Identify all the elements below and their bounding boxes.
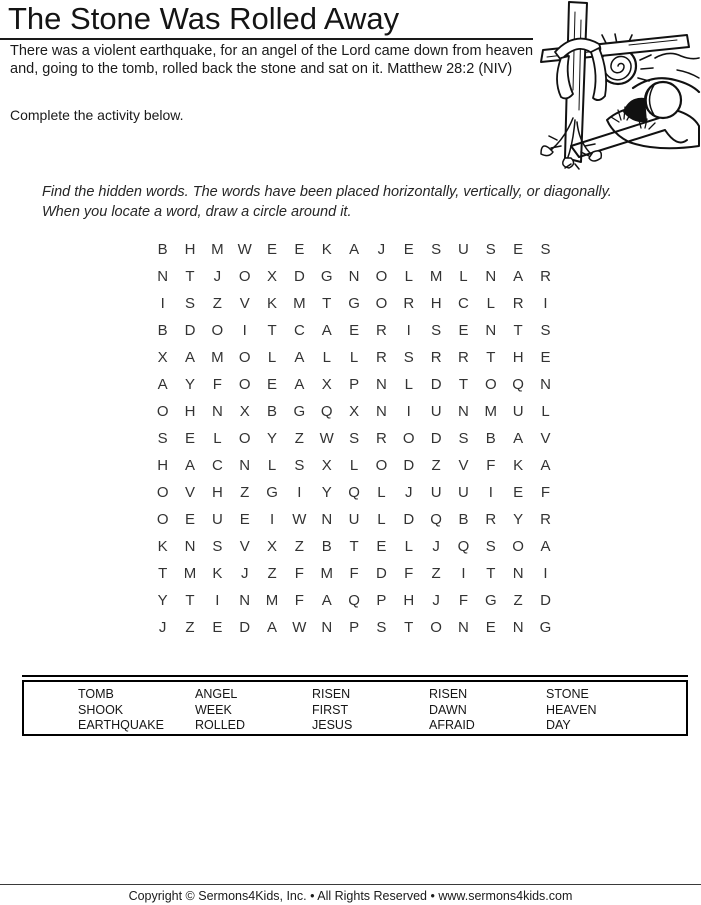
grid-letter: I bbox=[242, 322, 247, 339]
grid-letter: I bbox=[406, 322, 411, 339]
grid-letter: J bbox=[405, 484, 413, 501]
grid-letter: N bbox=[184, 538, 196, 555]
grid-letter: U bbox=[211, 511, 223, 528]
grid-letter: O bbox=[375, 268, 388, 285]
grid-letter: U bbox=[512, 403, 524, 420]
grid-letter: T bbox=[486, 565, 496, 582]
grid-letter: X bbox=[267, 268, 278, 285]
grid-letter: E bbox=[267, 241, 278, 258]
grid-letter: V bbox=[239, 295, 250, 312]
word-list bbox=[24, 682, 686, 734]
grid-letter: U bbox=[348, 511, 360, 528]
word-list-box bbox=[22, 680, 688, 736]
grid-letter: N bbox=[458, 619, 469, 636]
grid-letter: B bbox=[157, 322, 168, 339]
grid-letter: G bbox=[266, 484, 278, 501]
grid-letter: N bbox=[512, 565, 524, 582]
grid-letter: O bbox=[238, 376, 251, 393]
grid-letter: A bbox=[185, 349, 196, 366]
grid-letter: E bbox=[185, 511, 196, 528]
grid-letter: E bbox=[513, 241, 524, 258]
word-list-item: AFRAID bbox=[429, 718, 475, 732]
grid-letter: R bbox=[376, 322, 387, 339]
grid-letter: J bbox=[377, 241, 386, 258]
grid-letter: I bbox=[160, 295, 165, 312]
grid-letter: L bbox=[404, 538, 413, 555]
grid-letter: X bbox=[321, 457, 332, 474]
grid-letter: A bbox=[294, 376, 305, 393]
grid-letter: X bbox=[239, 403, 250, 420]
grid-letter: A bbox=[513, 268, 524, 285]
grid-letter: O bbox=[238, 349, 251, 366]
grid-letter: L bbox=[459, 268, 468, 285]
grid-letter: O bbox=[156, 511, 169, 528]
grid-letter: A bbox=[157, 376, 168, 393]
grid-letter: Y bbox=[157, 592, 168, 609]
grid-letter: K bbox=[212, 565, 223, 582]
instructions-line-2: When you locate a word, draw a circle around it. bbox=[42, 203, 352, 220]
grid-letter: S bbox=[212, 538, 223, 555]
grid-letter: Q bbox=[512, 376, 524, 393]
grid-letter: D bbox=[403, 457, 415, 474]
grid-letter: T bbox=[267, 322, 277, 339]
grid-letter: L bbox=[267, 349, 277, 366]
grid-letter: H bbox=[184, 241, 196, 258]
grid-letter: N bbox=[239, 457, 251, 474]
word-list-column bbox=[546, 687, 663, 734]
grid-letter: S bbox=[540, 322, 551, 339]
grid-letter: B bbox=[157, 241, 168, 258]
grid-letter: O bbox=[375, 457, 388, 474]
grid-letter: B bbox=[267, 403, 278, 420]
word-list-item: HEAVEN bbox=[546, 702, 597, 717]
grid-letter: E bbox=[458, 322, 469, 339]
grid-letter: R bbox=[540, 511, 551, 528]
instructions-line-1: Find the hidden words. The words have been placed horizontally, vertically, or diagonally. bbox=[42, 184, 612, 200]
grid-letter: I bbox=[269, 511, 275, 528]
grid-letter: M bbox=[183, 565, 197, 582]
grid-letter: U bbox=[430, 403, 442, 420]
grid-letter: W bbox=[237, 241, 252, 258]
word-list-column bbox=[312, 687, 429, 734]
grid-letter: J bbox=[432, 538, 440, 555]
grid-letter: F bbox=[540, 484, 551, 501]
grid-letter: K bbox=[267, 295, 278, 312]
grid-letter: H bbox=[157, 457, 169, 474]
grid-letter: E bbox=[513, 484, 524, 501]
grid-letter: I bbox=[488, 484, 493, 501]
grid-letter: N bbox=[239, 592, 251, 609]
grid-letter: K bbox=[513, 457, 524, 474]
grid-letter: D bbox=[293, 268, 305, 285]
grid-letter: S bbox=[485, 241, 496, 258]
grid-letter: C bbox=[293, 322, 305, 339]
grid-letter: X bbox=[267, 538, 278, 555]
grid-letter: H bbox=[184, 403, 196, 420]
grid-letter: W bbox=[292, 511, 307, 528]
grid-letter: V bbox=[239, 538, 250, 555]
grid-letter: P bbox=[349, 376, 360, 393]
word-list-item: RISEN bbox=[429, 687, 468, 701]
grid-letter: S bbox=[458, 430, 469, 447]
grid-letter: E bbox=[485, 619, 496, 636]
grid-letter: Y bbox=[185, 376, 196, 393]
grid-letter: N bbox=[321, 511, 333, 528]
grid-letter: R bbox=[403, 295, 415, 312]
grid-letter: N bbox=[376, 403, 387, 420]
grid-letter: U bbox=[458, 241, 469, 258]
grid-letter: R bbox=[485, 511, 497, 528]
grid-letter: Z bbox=[212, 295, 222, 312]
grid-letter: J bbox=[240, 565, 249, 582]
grid-letter: S bbox=[185, 295, 196, 312]
grid-letter: L bbox=[267, 457, 277, 474]
grid-letter: G bbox=[348, 295, 360, 312]
word-list-item: DAWN bbox=[429, 702, 467, 717]
word-list-item: EARTHQUAKE bbox=[78, 718, 164, 732]
grid-letter: H bbox=[512, 349, 524, 366]
grid-letter: O bbox=[238, 430, 251, 447]
grid-letter: S bbox=[431, 322, 442, 339]
grid-letter: E bbox=[294, 241, 305, 258]
grid-letter: I bbox=[297, 484, 302, 501]
grid-letter: D bbox=[376, 565, 387, 582]
grid-letter: V bbox=[458, 457, 469, 474]
word-list-item: JESUS bbox=[312, 718, 353, 732]
grid-letter: R bbox=[430, 349, 442, 366]
grid-letter: Z bbox=[513, 592, 523, 609]
grid-letter: N bbox=[348, 268, 360, 285]
grid-letter: I bbox=[461, 565, 466, 582]
grid-letter: M bbox=[484, 403, 498, 420]
grid-letter: K bbox=[157, 538, 168, 555]
grid-letter: J bbox=[432, 592, 440, 609]
grid-letter: P bbox=[376, 592, 387, 609]
verse-text bbox=[10, 43, 555, 78]
grid-letter: S bbox=[349, 430, 360, 447]
word-list-column bbox=[195, 687, 312, 734]
instructions-text bbox=[42, 183, 672, 222]
footer-copyright: Copyright © Sermons4Kids, Inc. • All Rights Reserved • www.sermons4kids.com bbox=[128, 889, 573, 903]
grid-letter: A bbox=[294, 349, 305, 366]
grid-letter: E bbox=[212, 619, 223, 636]
grid-letter: I bbox=[543, 565, 548, 582]
grid-letter: S bbox=[376, 619, 387, 636]
grid-letter: G bbox=[320, 268, 333, 285]
grid-letter: F bbox=[212, 376, 222, 393]
grid-letter: A bbox=[540, 457, 551, 474]
grid-letter: N bbox=[157, 268, 169, 285]
grid-letter: E bbox=[267, 376, 278, 393]
grid-letter: J bbox=[158, 619, 167, 636]
word-list-item: FIRST bbox=[312, 702, 349, 717]
grid-letter: B bbox=[485, 430, 496, 447]
footer-divider bbox=[0, 884, 701, 885]
grid-letter: E bbox=[540, 349, 551, 366]
grid-letter: G bbox=[484, 592, 497, 609]
grid-letter: X bbox=[321, 376, 332, 393]
grid-letter: Q bbox=[348, 484, 360, 501]
grid-letter: P bbox=[349, 619, 360, 636]
grid-letter: R bbox=[376, 349, 387, 366]
grid-letter: C bbox=[458, 295, 469, 312]
word-search-grid bbox=[149, 236, 559, 641]
word-list-item: TOMB bbox=[78, 687, 114, 701]
grid-letter: T bbox=[322, 295, 332, 312]
grid-letter: A bbox=[321, 592, 332, 609]
grid-letter: S bbox=[540, 241, 551, 258]
word-list-item: WEEK bbox=[195, 702, 232, 717]
grid-letter: B bbox=[458, 511, 469, 528]
grid-letter: D bbox=[184, 322, 196, 339]
grid-letter: U bbox=[430, 484, 442, 501]
grid-letter: T bbox=[458, 376, 469, 393]
grid-letter: J bbox=[213, 268, 222, 285]
grid-letter: A bbox=[349, 241, 360, 258]
grid-letter: T bbox=[185, 268, 195, 285]
activity-prompt: Complete the activity below. bbox=[10, 107, 184, 123]
grid-letter: O bbox=[484, 376, 497, 393]
grid-letter: E bbox=[403, 241, 414, 258]
grid-letter: F bbox=[458, 592, 469, 609]
grid-letter: I bbox=[406, 403, 411, 420]
grid-letter: L bbox=[404, 376, 413, 393]
grid-letter: H bbox=[211, 484, 223, 501]
grid-letter: N bbox=[321, 619, 333, 636]
grid-letter: O bbox=[375, 295, 388, 312]
grid-letter: T bbox=[185, 592, 195, 609]
word-list-item: SHOOK bbox=[78, 702, 124, 717]
grid-letter: F bbox=[486, 457, 496, 474]
grid-letter: N bbox=[485, 268, 497, 285]
word-list-item: ANGEL bbox=[195, 687, 238, 701]
grid-letter: X bbox=[157, 349, 168, 366]
grid-letter: L bbox=[349, 457, 359, 474]
grid-letter: L bbox=[322, 349, 331, 366]
grid-letter: S bbox=[157, 430, 168, 447]
grid-letter: O bbox=[402, 430, 415, 447]
grid-letter: N bbox=[485, 322, 497, 339]
grid-letter: W bbox=[319, 430, 334, 447]
grid-letter: Z bbox=[431, 457, 441, 474]
grid-letter: E bbox=[349, 322, 360, 339]
grid-letter: Z bbox=[267, 565, 277, 582]
grid-letter: M bbox=[265, 592, 279, 609]
grid-letter: Q bbox=[430, 511, 442, 528]
grid-letter: D bbox=[540, 592, 551, 609]
grid-letter: H bbox=[430, 295, 442, 312]
grid-letter: H bbox=[403, 592, 415, 609]
grid-letter: X bbox=[349, 403, 360, 420]
grid-letter: F bbox=[404, 565, 414, 582]
grid-letter: R bbox=[458, 349, 469, 366]
grid-letter: D bbox=[403, 511, 415, 528]
word-list-item: ROLLED bbox=[195, 718, 246, 732]
grid-letter: Z bbox=[294, 430, 304, 447]
grid-letter: M bbox=[211, 349, 224, 366]
grid-letter: M bbox=[293, 295, 306, 312]
grid-letter: F bbox=[349, 565, 359, 582]
grid-letter: S bbox=[403, 349, 414, 366]
grid-letter: R bbox=[540, 268, 551, 285]
grid-letter: L bbox=[213, 430, 222, 447]
grid-letter: F bbox=[294, 592, 304, 609]
grid-letter: Y bbox=[513, 511, 524, 528]
word-list-column bbox=[429, 687, 546, 734]
grid-letter: B bbox=[321, 538, 332, 555]
grid-letter: T bbox=[349, 538, 359, 555]
grid-letter: V bbox=[540, 430, 551, 447]
grid-letter: K bbox=[321, 241, 332, 258]
grid-letter: Z bbox=[240, 484, 250, 501]
grid-letter: S bbox=[431, 241, 442, 258]
grid-letter: A bbox=[540, 538, 551, 555]
grid-letter: M bbox=[429, 268, 443, 285]
grid-letter: E bbox=[376, 538, 387, 555]
grid-letter: G bbox=[293, 403, 306, 420]
grid-letter: A bbox=[513, 430, 524, 447]
word-list-item: RISEN bbox=[312, 687, 351, 701]
grid-letter: O bbox=[430, 619, 442, 636]
grid-letter: Y bbox=[267, 430, 278, 447]
grid-letter: S bbox=[485, 538, 496, 555]
grid-letter: Q bbox=[348, 592, 360, 609]
grid-letter: O bbox=[156, 484, 169, 501]
grid-letter: N bbox=[211, 403, 223, 420]
grid-letter: I bbox=[543, 295, 548, 312]
empty-tomb-cross-illustration bbox=[537, 0, 701, 170]
grid-letter: E bbox=[239, 511, 250, 528]
word-list-item: STONE bbox=[546, 687, 589, 701]
grid-letter: U bbox=[458, 484, 469, 501]
grid-letter: T bbox=[404, 619, 414, 636]
title-underline bbox=[0, 38, 533, 40]
grid-letter: M bbox=[320, 565, 333, 582]
grid-letter: L bbox=[377, 511, 386, 528]
grid-letter: L bbox=[349, 349, 359, 366]
grid-letter: Q bbox=[457, 538, 470, 555]
word-list-item: DAY bbox=[546, 718, 571, 732]
grid-letter: L bbox=[404, 268, 413, 285]
grid-letter: Z bbox=[294, 538, 304, 555]
grid-letter: N bbox=[540, 376, 551, 393]
grid-letter: D bbox=[430, 376, 442, 393]
grid-letter: W bbox=[292, 619, 307, 636]
grid-letter: V bbox=[185, 484, 196, 501]
grid-letter: L bbox=[377, 484, 386, 501]
grid-letter: Z bbox=[431, 565, 441, 582]
grid-letter: Y bbox=[321, 484, 332, 501]
verse-line-1: There was a violent earthquake, for an angel of the Lord came down from heaven bbox=[10, 43, 534, 59]
grid-letter: T bbox=[513, 322, 523, 339]
grid-letter: N bbox=[512, 619, 524, 636]
page-title: The Stone Was Rolled Away bbox=[8, 1, 400, 36]
grid-letter: R bbox=[512, 295, 524, 312]
grid-letter: O bbox=[211, 322, 224, 339]
grid-letter: O bbox=[238, 268, 251, 285]
grid-letter: D bbox=[239, 619, 251, 636]
grid-letter: G bbox=[539, 619, 552, 636]
grid-letter: T bbox=[486, 349, 496, 366]
grid-letter: O bbox=[512, 538, 524, 555]
grid-letter: D bbox=[430, 430, 442, 447]
grid-letter: Z bbox=[185, 619, 195, 636]
grid-letter: A bbox=[185, 457, 196, 474]
grid-letter: E bbox=[185, 430, 196, 447]
grid-letter: O bbox=[156, 403, 169, 420]
grid-letter: C bbox=[211, 457, 223, 474]
grid-letter: T bbox=[158, 565, 168, 582]
grid-letter: N bbox=[376, 376, 387, 393]
grid-letter: F bbox=[294, 565, 304, 582]
grid-letter: A bbox=[321, 322, 332, 339]
grid-letter: S bbox=[294, 457, 305, 474]
grid-letter: L bbox=[541, 403, 550, 420]
grid-letter: I bbox=[215, 592, 220, 609]
grid-letter: M bbox=[211, 241, 224, 258]
word-list-column bbox=[78, 687, 195, 734]
grid-letter: A bbox=[267, 619, 278, 636]
grid-letter: R bbox=[376, 430, 387, 447]
grid-letter: Q bbox=[320, 403, 333, 420]
verse-line-2: and, going to the tomb, rolled back the stone and sat on it. Matthew 28:2 (NIV) bbox=[10, 60, 513, 77]
grid-letter: N bbox=[458, 403, 469, 420]
grid-letter: L bbox=[486, 295, 495, 312]
